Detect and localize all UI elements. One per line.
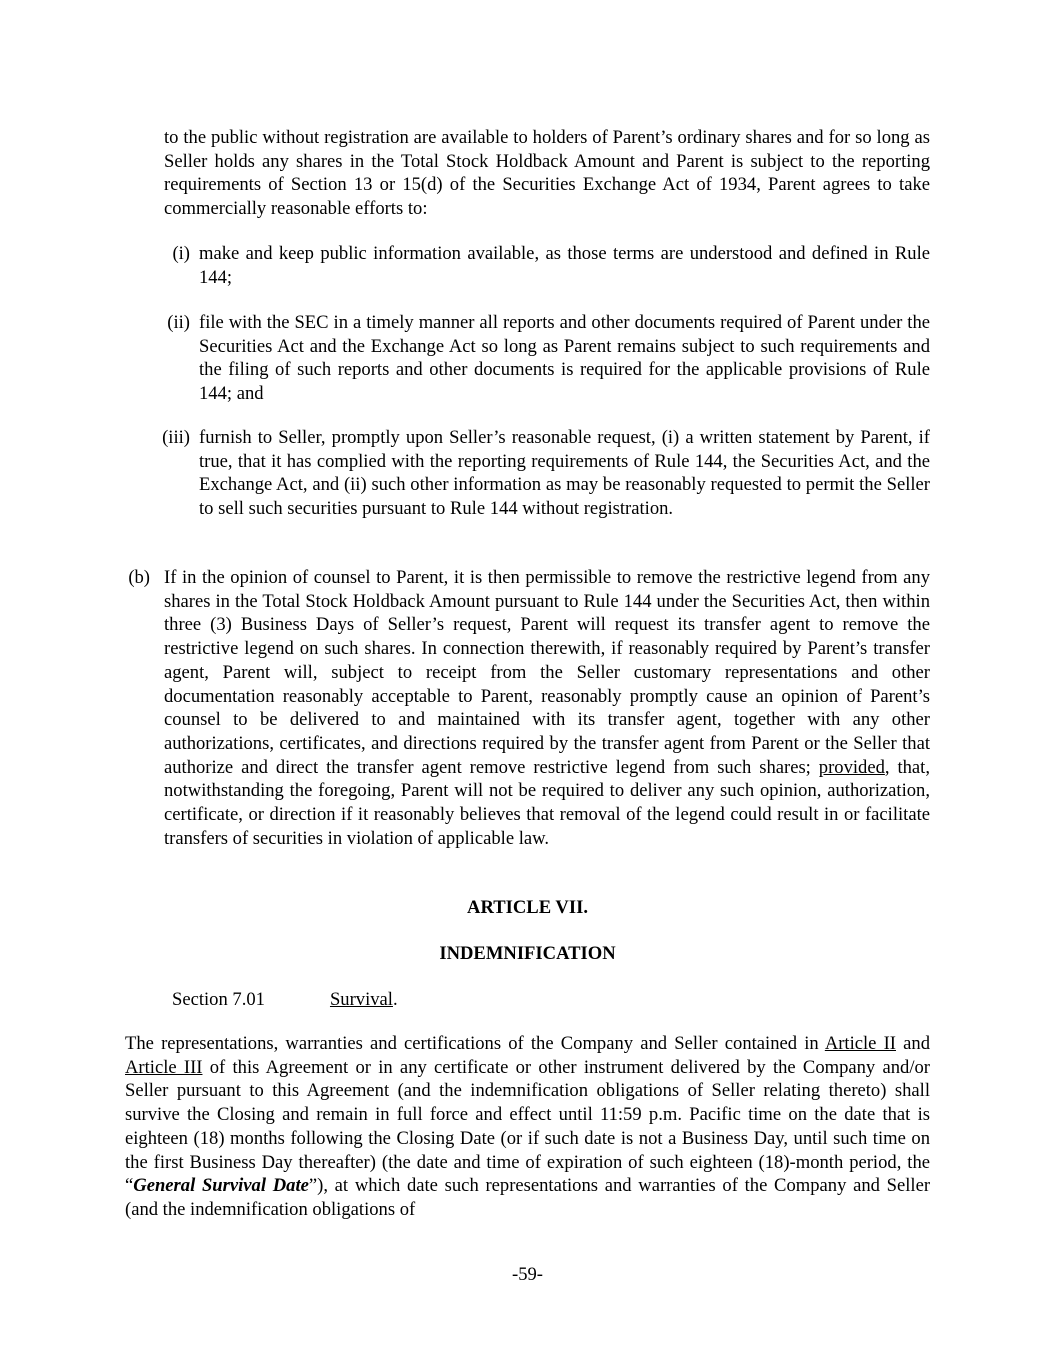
defined-term-general-survival-date: General Survival Date (133, 1175, 309, 1197)
subitem-i-number: (i) (172, 243, 190, 264)
survival-paragraph (125, 1032, 930, 1222)
section-period: . (392, 989, 398, 1010)
page-number: -59- (512, 1264, 543, 1285)
subitem-i-text: make and keep public information available, as those terms are understood and defined in Rule 144; (199, 243, 930, 288)
subitem-iii-number: (iii) (162, 427, 190, 448)
article-number: ARTICLE VII. (467, 897, 588, 918)
survival-text-1: The representations, warranties and certifications of the Company and Seller contained in (125, 1033, 825, 1054)
intro-paragraph (164, 126, 930, 221)
subitem-ii-text: file with the SEC in a timely manner all reports and other documents required of Parent under the Securities Act and the Exchange Act so long as Parent remains subject to such requirements and the filing of such reports and other documents is required for the applicable provisions of Rule 144; and (199, 312, 930, 405)
item-b-text-part2: , that, notwithstanding the foregoing, Parent will not be required to deliver any such opinion, authorization, certificate, or direction if it reasonably believes that removal of the legend could result in or facilitate transfers of securities in violation of applicable law. (164, 756, 930, 849)
section-title: Survival (329, 989, 393, 1010)
item-b-number: (b) (128, 567, 150, 588)
survival-text-3: of this Agreement or in any certificate or other instrument delivered by the Company and/or Seller pursuant to this Agreement (and the indemnification obligations of Seller relating thereto) shall survive the Closing and remain in full force and effect until 11:59 p.m. Pacific time on the date that is eighteen (18) months following the Closing Date (or if such date is not a Business Day, until such time on the first Business Day thereafter) (the date and time of expiration of such eighteen (18)-month period, the “ (125, 1056, 930, 1197)
item-b-text (164, 566, 930, 850)
subitem-ii-number: (ii) (167, 312, 190, 333)
survival-text-2: and (895, 1033, 930, 1054)
survival-text-4: ”), at which date such representations and warranties of the Company and Seller (and the indemnification obligations of (125, 1175, 931, 1220)
section-number: Section 7.01 (172, 989, 265, 1010)
article-title: INDEMNIFICATION (439, 943, 616, 964)
section-heading (172, 988, 572, 1012)
article-iii-link[interactable]: Article III (125, 1056, 203, 1078)
intro-text: to the public without registration are available to holders of Parent’s ordinary shares and for so long as Seller holds any shares in the Total Stock Holdback Amount and Parent is subject to the reporting requirements of Section 13 or 15(d) of the Securities Exchange Act of 1934, Parent agrees to take commercially reasonable efforts to: (164, 127, 930, 220)
item-b-text-part1: If in the opinion of counsel to Parent, it is then permissible to remove the restrictive legend from any shares in the Total Stock Holdback Amount pursuant to Rule 144 under the Securities Act, then within three (3) Business Days of Seller’s request, Parent will request its transfer agent to remove the restrictive legend on such shares. In connection therewith, if reasonably required by Parent’s transfer agent, Parent will, subject to receipt from the Seller customary representations and other documentation reasonably acceptable to Parent, reasonably promptly cause an opinion of Parent’s counsel to be delivered to and maintained with its transfer agent, together with any other authorizations, certificates, and directions required by the transfer agent from Parent or the Seller that authorize and direct the transfer agent remove restrictive legend from such shares; (164, 567, 930, 778)
provided-term: provided (818, 756, 885, 778)
article-ii-link[interactable]: Article II (824, 1033, 896, 1054)
subitem-iii-text: furnish to Seller, promptly upon Seller’s reasonable request, (i) a written statement by Parent, if true, that it has complied with the reporting requirements of Rule 144, the Securities Act, and the Exchange Act, and (ii) such other information as may be reasonably requested to permit the Seller to sell such securities pursuant to Rule 144 without registration. (199, 427, 930, 520)
